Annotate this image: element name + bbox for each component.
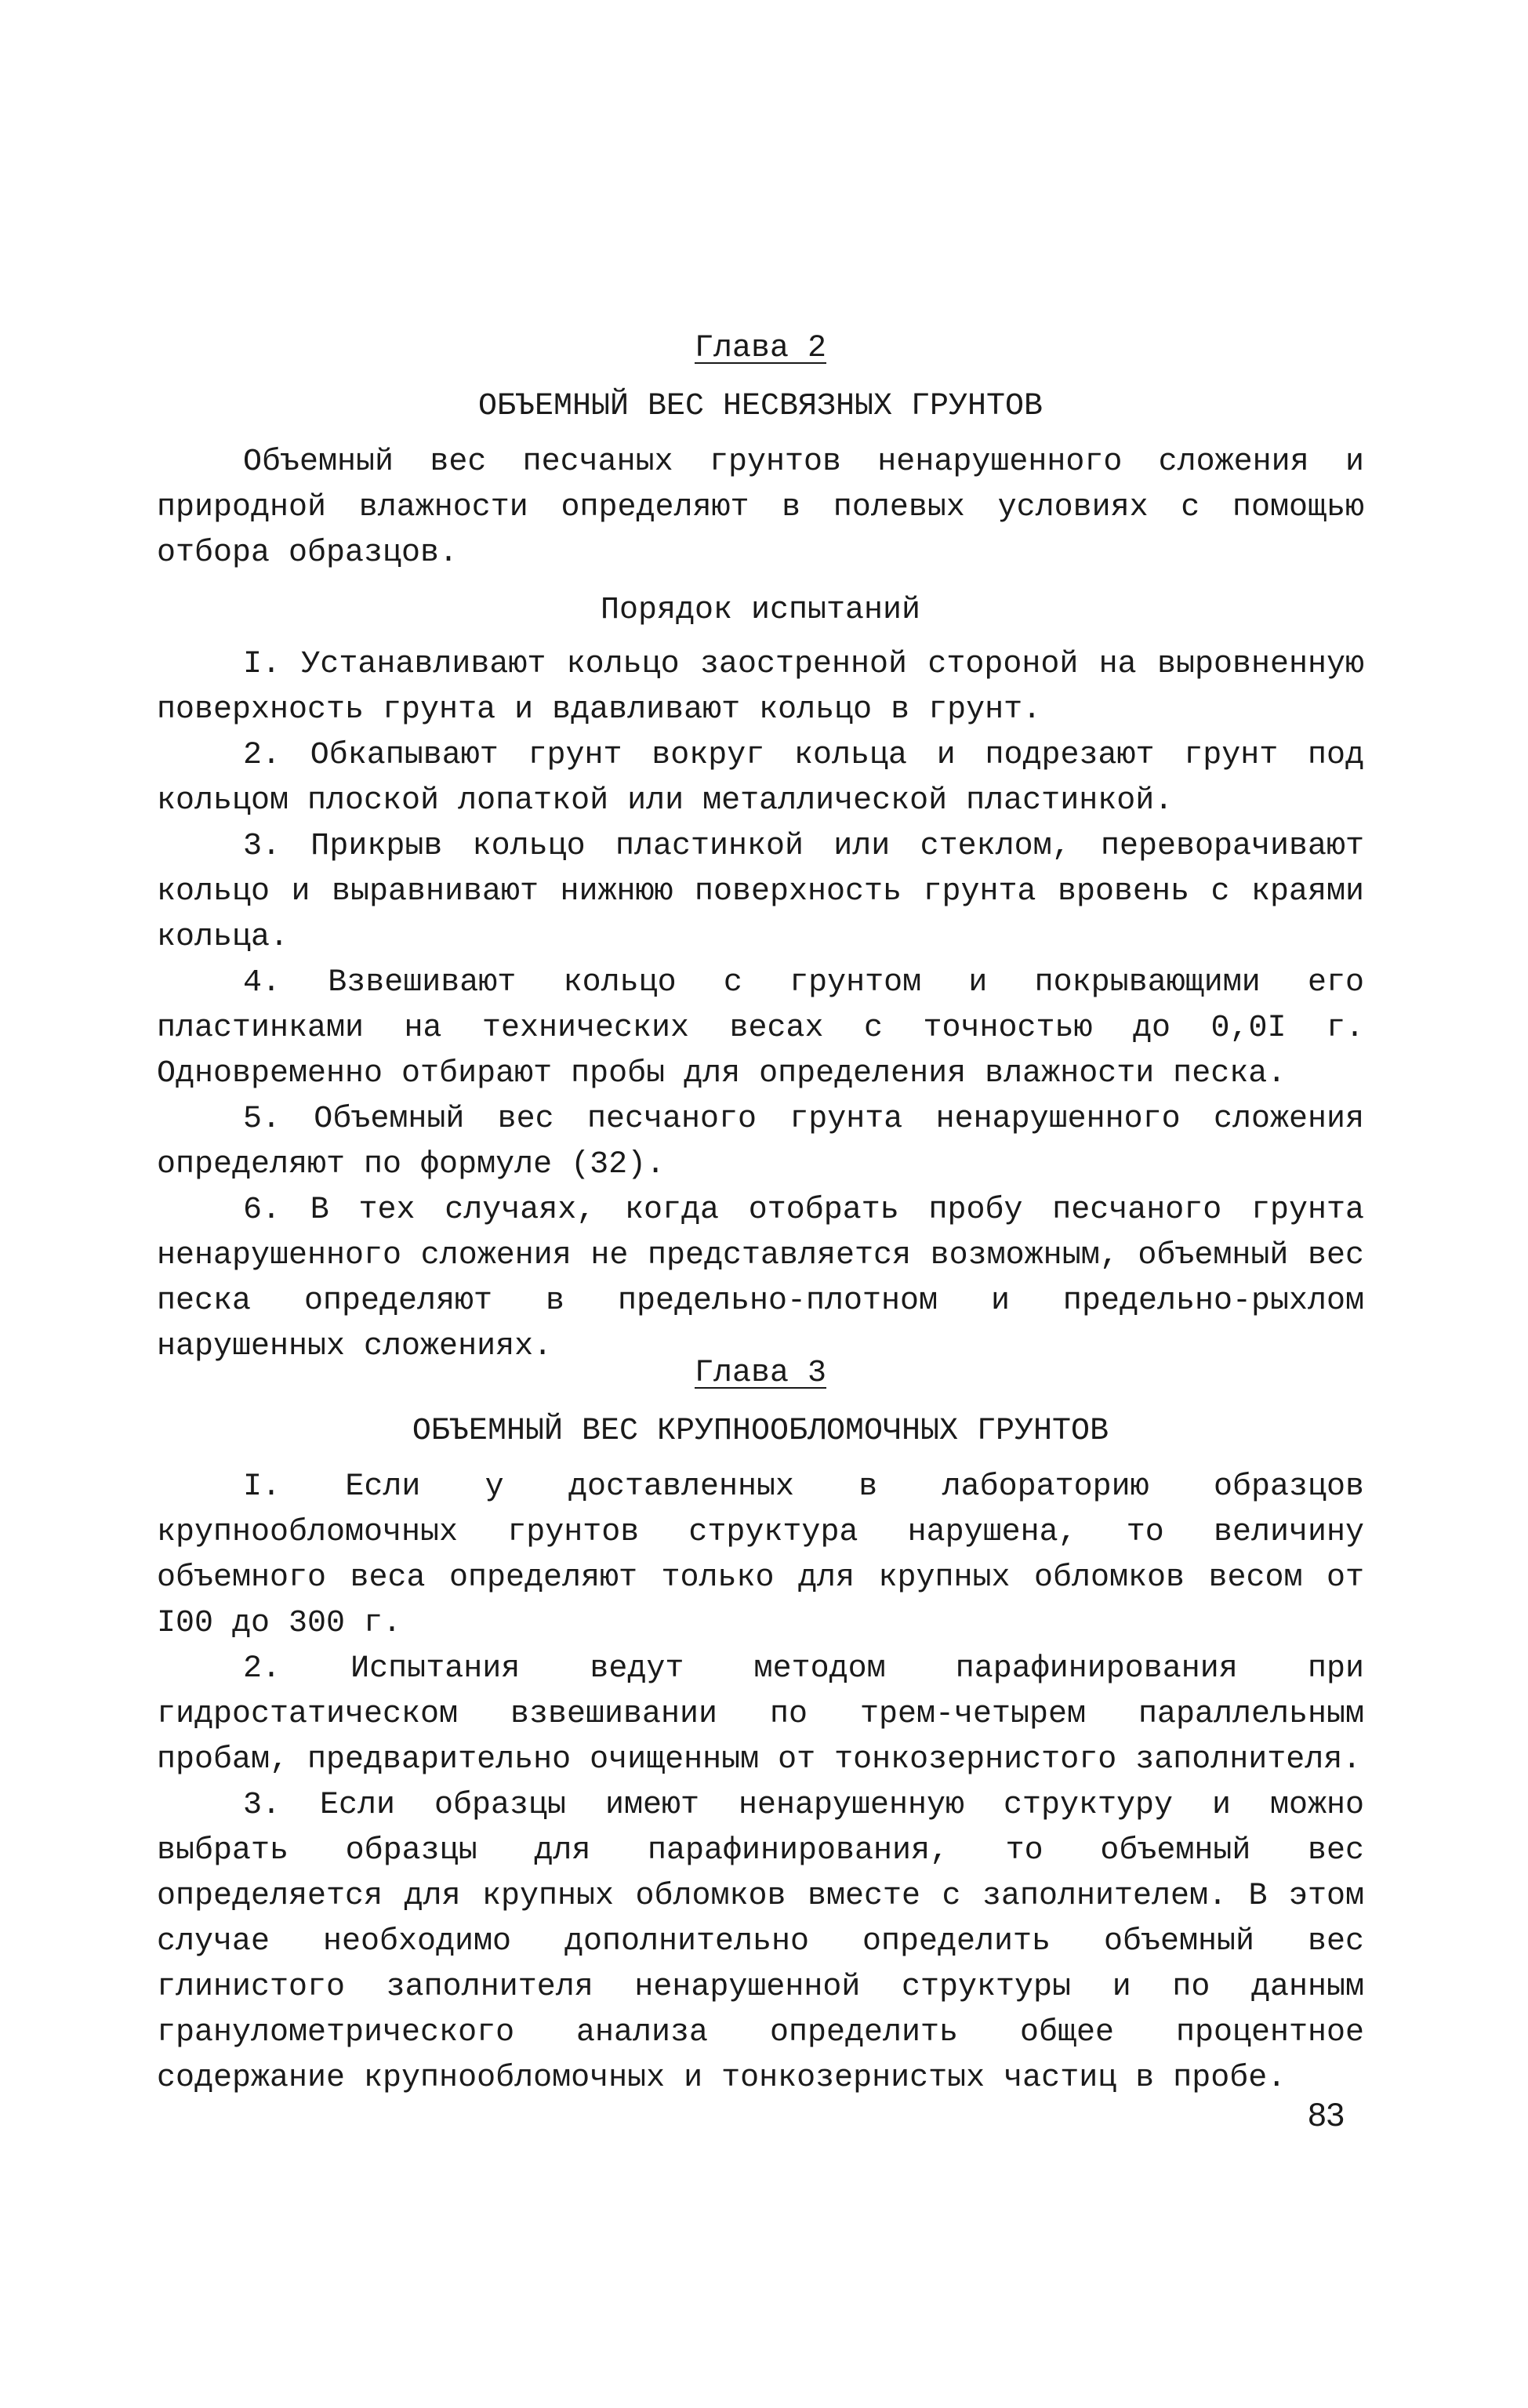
chapter-2-step-5: 5. Объемный вес песчаного грунта ненарушенного сложения определяют по формуле (32). [157, 1102, 1364, 1182]
chapter-2-step-3: 3. Прикрыв кольцо пластинкой или стеклом, переворачивают кольцо и выравнивают нижнюю поверхность грунта вровень с краями кольца. [157, 829, 1364, 955]
chapter-2-step-2: 2. Обкапывают грунт вокруг кольца и подрезают грунт под кольцом плоской лопаткой или металлической пластинкой. [157, 738, 1364, 819]
chapter-2-section [157, 325, 1364, 1370]
chapter-2-step-6: 6. В тех случаях, когда отобрать пробу песчаного грунта ненарушенного сложения не представляется возможным, объемный вес песка определяют в предельно-плотном и предельно-рыхлом нарушенных сложениях. [157, 1193, 1364, 1364]
page-number: 83 [1308, 2096, 1345, 2133]
chapter-3-title: ОБЪЕМНЫЙ ВЕС КРУПНООБЛОМОЧНЫХ ГРУНТОВ [412, 1414, 1109, 1449]
procedure-title: Порядок испытаний [600, 593, 921, 628]
chapter-3-section [157, 1350, 1364, 2101]
chapter-3-step-2: 2. Испытания ведут методом парафинирования при гидростатическом взвешивании по трем-четырем параллельным пробам, предварительно очищенным от тонкозернистого заполнителя. [157, 1651, 1364, 1778]
chapter-2-title: ОБЪЕМНЫЙ ВЕС НЕСВЯЗНЫХ ГРУНТОВ [477, 389, 1043, 424]
chapter-2-step-1: I. Устанавливают кольцо заостренной стороной на выровненную поверхность грунта и вдавливают кольцо в грунт. [157, 647, 1364, 728]
chapter-3-label: Глава 3 [694, 1356, 827, 1391]
chapter-2-step-4: 4. Взвешивают кольцо с грунтом и покрывающими его пластинками на технических весах с точностью до 0,0I г. Одновременно отбирают пробы для определения влажности песка. [157, 965, 1364, 1091]
chapter-2-label: Глава 2 [694, 331, 827, 366]
chapter-2-intro: Объемный вес песчаных грунтов ненарушенного сложения и природной влажности определяют в полевых условиях с помощью отбора образцов. [157, 445, 1364, 571]
chapter-3-step-3: 3. Если образцы имеют ненарушенную структуру и можно выбрать образцы для парафинирования, то объемный вес определяется для крупных обломков вместе с заполнителем. В этом случае необходимо дополнительно определить объемный вес глинистого заполнителя ненарушенной структуры и по данным гранулометрического анализа определить общее процентное содержание крупнообломочных и тонкозернистых частиц в пробе. [157, 1788, 1364, 2096]
chapter-3-step-1: I. Если у доставленных в лабораторию образцов крупнообломочных грунтов структура нарушена, то величину объемного веса определяют только для крупных обломков весом от I00 до 300 г. [157, 1469, 1364, 1641]
